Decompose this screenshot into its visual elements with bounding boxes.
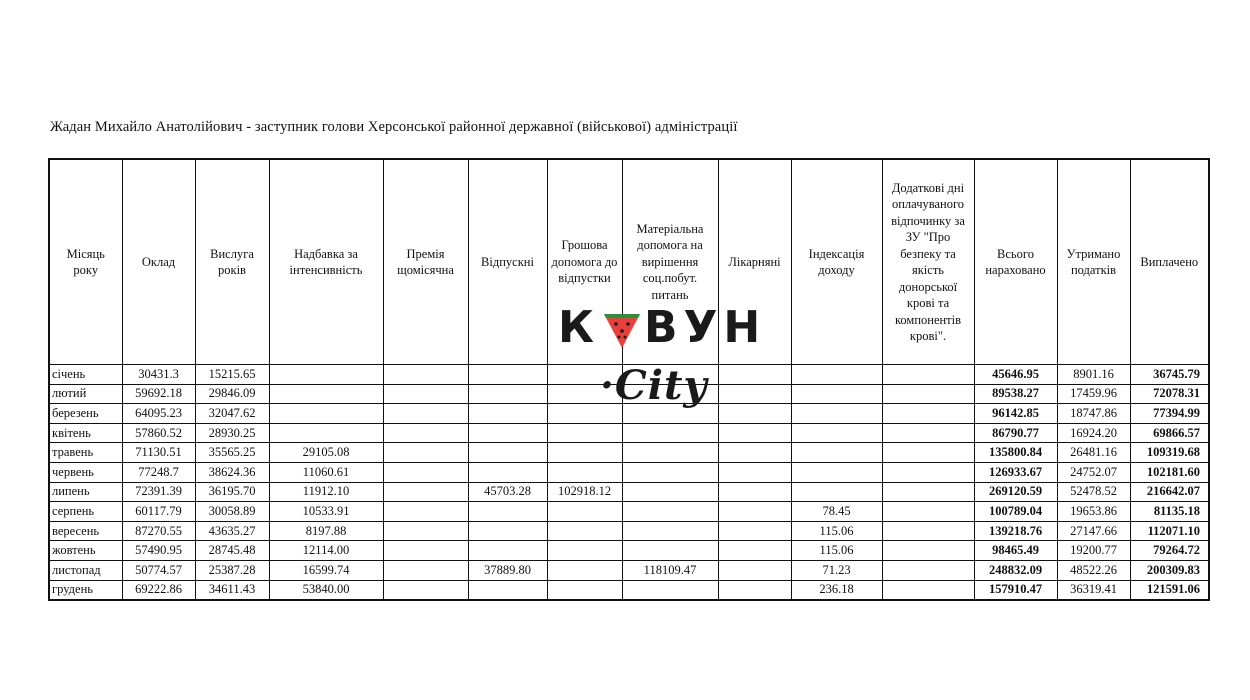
cell-income-indexation [791, 443, 882, 463]
cell-vacation-pay [468, 502, 547, 522]
cell-vacation-pay [468, 580, 547, 600]
cell-vacation-aid [547, 443, 622, 463]
cell-sick-pay [718, 443, 791, 463]
cell-vacation-pay [468, 384, 547, 404]
salary-table [48, 158, 1210, 601]
cell-seniority: 43635.27 [195, 521, 269, 541]
cell-total-accrued: 100789.04 [974, 502, 1057, 522]
cell-income-indexation: 115.06 [791, 541, 882, 561]
table-row [49, 443, 1209, 463]
col-header-total-accrued: Всього нараховано [974, 159, 1057, 365]
cell-monthly-bonus [383, 560, 468, 580]
col-header-taxes-withheld: Утримано податків [1057, 159, 1130, 365]
cell-vacation-pay: 37889.80 [468, 560, 547, 580]
cell-seniority: 35565.25 [195, 443, 269, 463]
cell-monthly-bonus [383, 462, 468, 482]
cell-seniority: 32047.62 [195, 404, 269, 424]
document-title: Жадан Михайло Анатолійович - заступник голови Херсонської районної державної (військової) адміністрації [50, 119, 738, 135]
cell-vacation-aid [547, 462, 622, 482]
table-row [49, 541, 1209, 561]
cell-month: червень [49, 462, 122, 482]
cell-month: травень [49, 443, 122, 463]
cell-monthly-bonus [383, 384, 468, 404]
cell-monthly-bonus [383, 404, 468, 424]
cell-donor-days [882, 482, 974, 502]
cell-material-aid: 118109.47 [622, 560, 718, 580]
cell-vacation-aid: 102918.12 [547, 482, 622, 502]
cell-base-salary: 60117.79 [122, 502, 195, 522]
col-header-vacation-aid: Грошова допомога до відпустки [547, 159, 622, 365]
col-header-paid: Виплачено [1130, 159, 1209, 365]
cell-donor-days [882, 404, 974, 424]
cell-material-aid [622, 541, 718, 561]
cell-taxes-withheld: 19200.77 [1057, 541, 1130, 561]
cell-month: лютий [49, 384, 122, 404]
cell-total-accrued: 248832.09 [974, 560, 1057, 580]
cell-vacation-aid [547, 521, 622, 541]
cell-monthly-bonus [383, 502, 468, 522]
col-header-material-aid: Матеріальна допомога на вирішення соц.побут. питань [622, 159, 718, 365]
cell-monthly-bonus [383, 443, 468, 463]
cell-material-aid [622, 482, 718, 502]
cell-total-accrued: 96142.85 [974, 404, 1057, 424]
cell-taxes-withheld: 19653.86 [1057, 502, 1130, 522]
cell-seniority: 15215.65 [195, 365, 269, 385]
cell-income-indexation: 236.18 [791, 580, 882, 600]
cell-income-indexation: 115.06 [791, 521, 882, 541]
watermark-city: ·City [600, 362, 708, 409]
cell-paid: 102181.60 [1130, 462, 1209, 482]
cell-paid: 200309.83 [1130, 560, 1209, 580]
col-header-month: Місяць року [49, 159, 122, 365]
cell-income-indexation [791, 462, 882, 482]
table-row [49, 580, 1209, 600]
col-header-intensity-bonus: Надбавка за інтенсивність [269, 159, 383, 365]
cell-material-aid [622, 580, 718, 600]
cell-material-aid [622, 462, 718, 482]
col-header-base-salary: Оклад [122, 159, 195, 365]
table-row [49, 502, 1209, 522]
cell-paid: 72078.31 [1130, 384, 1209, 404]
cell-total-accrued: 86790.77 [974, 423, 1057, 443]
cell-monthly-bonus [383, 482, 468, 502]
cell-paid: 69866.57 [1130, 423, 1209, 443]
cell-taxes-withheld: 24752.07 [1057, 462, 1130, 482]
table-row [49, 423, 1209, 443]
cell-monthly-bonus [383, 580, 468, 600]
cell-donor-days [882, 560, 974, 580]
col-header-vacation-pay: Відпускні [468, 159, 547, 365]
cell-donor-days [882, 384, 974, 404]
table-row [49, 521, 1209, 541]
col-header-monthly-bonus: Премія щомісячна [383, 159, 468, 365]
cell-taxes-withheld: 8901.16 [1057, 365, 1130, 385]
table-row [49, 560, 1209, 580]
cell-seniority: 30058.89 [195, 502, 269, 522]
cell-vacation-pay [468, 423, 547, 443]
cell-monthly-bonus [383, 365, 468, 385]
cell-donor-days [882, 521, 974, 541]
cell-sick-pay [718, 560, 791, 580]
cell-income-indexation [791, 384, 882, 404]
cell-base-salary: 64095.23 [122, 404, 195, 424]
cell-base-salary: 57490.95 [122, 541, 195, 561]
header-row [49, 159, 1209, 365]
cell-total-accrued: 98465.49 [974, 541, 1057, 561]
cell-vacation-aid [547, 365, 622, 385]
table-body [49, 365, 1209, 601]
cell-vacation-aid [547, 580, 622, 600]
cell-sick-pay [718, 580, 791, 600]
cell-donor-days [882, 423, 974, 443]
cell-base-salary: 69222.86 [122, 580, 195, 600]
cell-vacation-pay [468, 462, 547, 482]
cell-income-indexation [791, 365, 882, 385]
cell-sick-pay [718, 482, 791, 502]
cell-taxes-withheld: 26481.16 [1057, 443, 1130, 463]
table-row [49, 462, 1209, 482]
cell-income-indexation [791, 423, 882, 443]
cell-taxes-withheld: 17459.96 [1057, 384, 1130, 404]
cell-vacation-pay [468, 404, 547, 424]
cell-month: квітень [49, 423, 122, 443]
cell-total-accrued: 139218.76 [974, 521, 1057, 541]
cell-donor-days [882, 502, 974, 522]
cell-vacation-aid [547, 384, 622, 404]
cell-paid: 36745.79 [1130, 365, 1209, 385]
cell-vacation-aid [547, 404, 622, 424]
cell-month: березень [49, 404, 122, 424]
cell-income-indexation [791, 404, 882, 424]
cell-base-salary: 87270.55 [122, 521, 195, 541]
cell-intensity-bonus [269, 404, 383, 424]
cell-intensity-bonus: 16599.74 [269, 560, 383, 580]
cell-material-aid [622, 443, 718, 463]
cell-month: серпень [49, 502, 122, 522]
cell-sick-pay [718, 521, 791, 541]
cell-seniority: 25387.28 [195, 560, 269, 580]
cell-material-aid [622, 365, 718, 385]
cell-base-salary: 77248.7 [122, 462, 195, 482]
cell-vacation-pay [468, 541, 547, 561]
cell-sick-pay [718, 502, 791, 522]
cell-total-accrued: 157910.47 [974, 580, 1057, 600]
cell-seniority: 28745.48 [195, 541, 269, 561]
cell-base-salary: 72391.39 [122, 482, 195, 502]
cell-taxes-withheld: 18747.86 [1057, 404, 1130, 424]
table-header [49, 159, 1209, 365]
cell-material-aid [622, 521, 718, 541]
cell-paid: 79264.72 [1130, 541, 1209, 561]
table-row [49, 404, 1209, 424]
cell-total-accrued: 126933.67 [974, 462, 1057, 482]
cell-intensity-bonus: 53840.00 [269, 580, 383, 600]
cell-base-salary: 59692.18 [122, 384, 195, 404]
cell-paid: 81135.18 [1130, 502, 1209, 522]
cell-sick-pay [718, 423, 791, 443]
cell-paid: 121591.06 [1130, 580, 1209, 600]
cell-vacation-pay [468, 443, 547, 463]
cell-taxes-withheld: 16924.20 [1057, 423, 1130, 443]
cell-intensity-bonus: 12114.00 [269, 541, 383, 561]
cell-sick-pay [718, 404, 791, 424]
cell-base-salary: 57860.52 [122, 423, 195, 443]
cell-paid: 216642.07 [1130, 482, 1209, 502]
cell-paid: 109319.68 [1130, 443, 1209, 463]
cell-material-aid [622, 423, 718, 443]
cell-donor-days [882, 580, 974, 600]
cell-taxes-withheld: 36319.41 [1057, 580, 1130, 600]
cell-donor-days [882, 541, 974, 561]
cell-month: жовтень [49, 541, 122, 561]
cell-seniority: 36195.70 [195, 482, 269, 502]
table-row [49, 384, 1209, 404]
cell-seniority: 28930.25 [195, 423, 269, 443]
cell-vacation-aid [547, 541, 622, 561]
cell-vacation-aid [547, 423, 622, 443]
cell-month: листопад [49, 560, 122, 580]
watermark-letters-vun: ВУН [643, 302, 767, 353]
cell-paid: 77394.99 [1130, 404, 1209, 424]
cell-month: січень [49, 365, 122, 385]
table-row [49, 365, 1209, 385]
cell-intensity-bonus: 10533.91 [269, 502, 383, 522]
cell-month: вересень [49, 521, 122, 541]
cell-vacation-aid [547, 560, 622, 580]
cell-intensity-bonus: 11912.10 [269, 482, 383, 502]
cell-sick-pay [718, 541, 791, 561]
cell-vacation-pay [468, 365, 547, 385]
cell-month: липень [49, 482, 122, 502]
cell-vacation-pay: 45703.28 [468, 482, 547, 502]
table-row [49, 482, 1209, 502]
cell-donor-days [882, 462, 974, 482]
cell-seniority: 29846.09 [195, 384, 269, 404]
cell-total-accrued: 89538.27 [974, 384, 1057, 404]
col-header-seniority: Вислуга років [195, 159, 269, 365]
cell-monthly-bonus [383, 423, 468, 443]
cell-paid: 112071.10 [1130, 521, 1209, 541]
cell-intensity-bonus: 11060.61 [269, 462, 383, 482]
cell-total-accrued: 269120.59 [974, 482, 1057, 502]
cell-total-accrued: 45646.95 [974, 365, 1057, 385]
cell-monthly-bonus [383, 541, 468, 561]
cell-vacation-aid [547, 502, 622, 522]
cell-month: грудень [49, 580, 122, 600]
cell-income-indexation: 71.23 [791, 560, 882, 580]
cell-income-indexation: 78.45 [791, 502, 882, 522]
cell-donor-days [882, 365, 974, 385]
cell-sick-pay [718, 384, 791, 404]
cell-intensity-bonus: 8197.88 [269, 521, 383, 541]
cell-base-salary: 30431.3 [122, 365, 195, 385]
cell-intensity-bonus [269, 384, 383, 404]
cell-taxes-withheld: 48522.26 [1057, 560, 1130, 580]
cell-material-aid [622, 384, 718, 404]
cell-donor-days [882, 443, 974, 463]
cell-sick-pay [718, 462, 791, 482]
watermark-letter-k: К [558, 302, 600, 353]
col-header-donor-days: Додаткові дні оплачуваного відпочинку за ЗУ "Про безпеку та якість донорської крові та компонентів крові". [882, 159, 974, 365]
cell-material-aid [622, 404, 718, 424]
cell-seniority: 38624.36 [195, 462, 269, 482]
cell-monthly-bonus [383, 521, 468, 541]
cell-taxes-withheld: 52478.52 [1057, 482, 1130, 502]
cell-vacation-pay [468, 521, 547, 541]
cell-total-accrued: 135800.84 [974, 443, 1057, 463]
cell-intensity-bonus [269, 423, 383, 443]
cell-base-salary: 71130.51 [122, 443, 195, 463]
cell-intensity-bonus [269, 365, 383, 385]
cell-taxes-withheld: 27147.66 [1057, 521, 1130, 541]
cell-material-aid [622, 502, 718, 522]
col-header-income-indexation: Індексація доходу [791, 159, 882, 365]
cell-seniority: 34611.43 [195, 580, 269, 600]
cell-sick-pay [718, 365, 791, 385]
cell-base-salary: 50774.57 [122, 560, 195, 580]
col-header-sick-pay: Лікарняні [718, 159, 791, 365]
cell-intensity-bonus: 29105.08 [269, 443, 383, 463]
cell-income-indexation [791, 482, 882, 502]
